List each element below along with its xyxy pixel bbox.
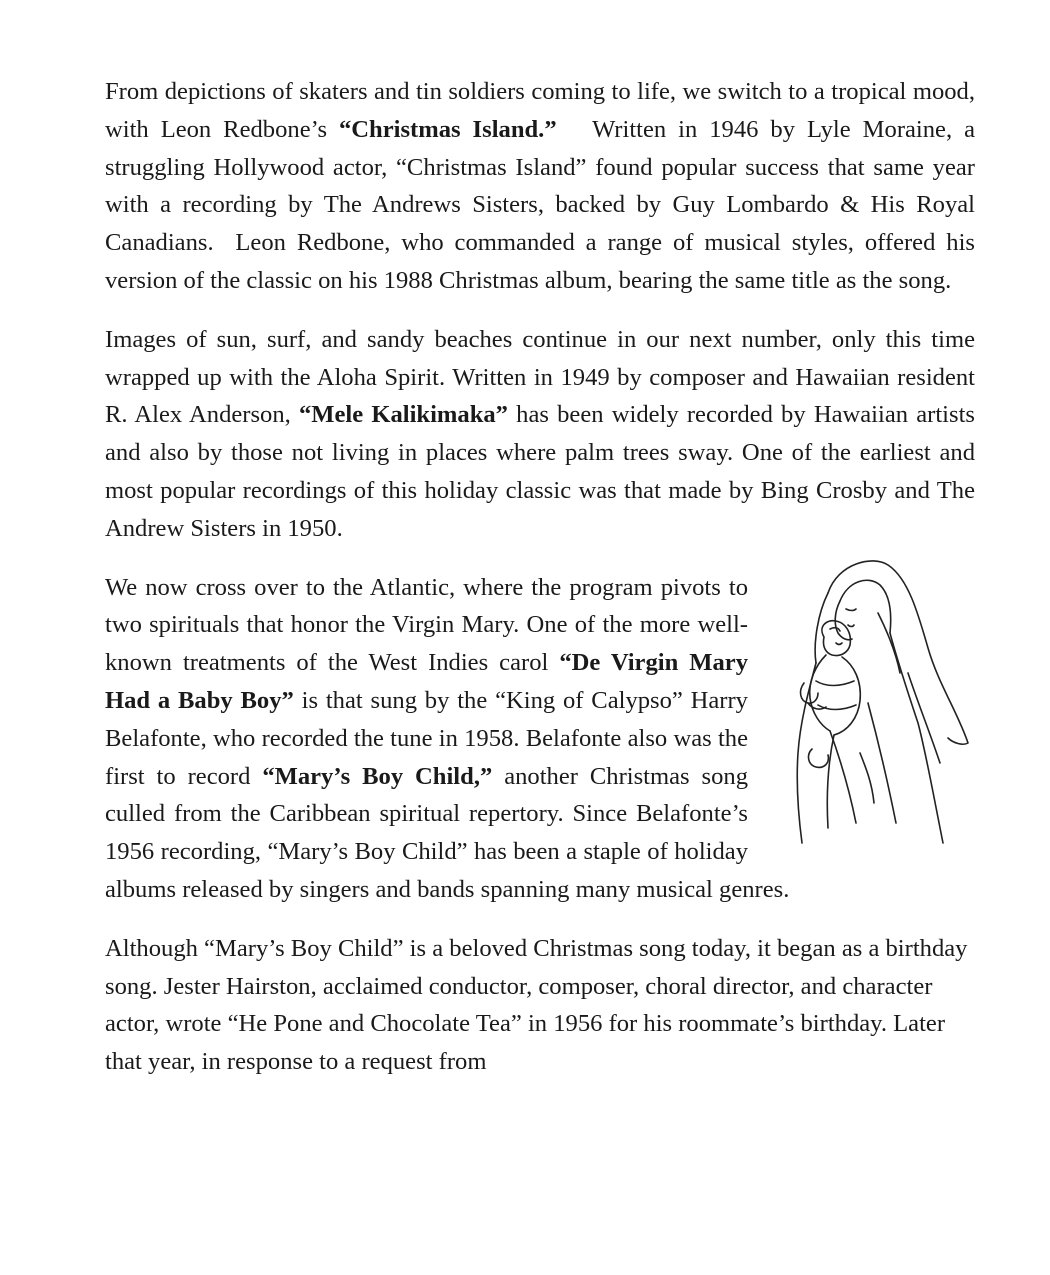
madonna-child-line-art	[768, 553, 983, 853]
document-page	[105, 73, 982, 1102]
paragraph-birthday-song	[105, 930, 975, 1081]
text-run: From depictions of skaters and tin soldiers coming to life, we switch to a tropical mood, with Leon Redbone’s	[105, 78, 975, 143]
paragraph-christmas-island	[105, 73, 982, 300]
song-title-marys-boy-child: “Mary’s Boy Child,”	[262, 762, 493, 790]
song-title-mele-kalikimaka: “Mele Kalikimaka”	[298, 401, 508, 429]
virgin-mary-illustration	[768, 553, 983, 853]
text-run: has been widely recorded by Hawaiian artists and also by those not living in places where palm trees sway. One of the earliest and most popular recordings of this holiday classic was that made by Bing Crosby and The Andrew Sisters in 1950.	[105, 401, 975, 542]
text-run: We now cross over to the Atlantic, where the program pivots to two spirituals that honor the Virgin Mary. One of the more well-known treatments of the West Indies carol	[105, 573, 748, 677]
song-title-de-virgin-mary: “De Virgin Mary Had a Baby Boy”	[105, 649, 749, 714]
text-run: is that sung by the “King of Calypso” Harry Belafonte, who recorded the tune in 1958. Belafonte also was the first to record	[105, 686, 748, 790]
text-run: Images of sun, surf, and sandy beaches continue in our next number, only this time wrapped up with the Aloha Spirit. Written in 1949 by composer and Hawaiian resident R. Alex Anderson,	[105, 325, 975, 429]
text-run: another Christmas song culled from the Caribbean spiritual repertory. Since Belafonte’s 1956 recording, “Mary’s Boy Child” has been a staple of holiday albums released by singers and bands spanning many musical genres.	[105, 762, 790, 903]
text-run: Written in 1946 by Lyle Moraine, a struggling Hollywood actor, “Christmas Island” found popular success that same year with a recording by The Andrews Sisters, backed by Guy Lombardo & His Royal Canadians. Leon Redbone, who commanded a range of musical styles, offered his version of the classic on his 1988 Christmas album, bearing the same title as the song.	[105, 115, 982, 294]
paragraph-mele-kalikimaka	[105, 321, 975, 548]
song-title-christmas-island: “Christmas Island.”	[338, 115, 557, 143]
text-run: Although “Mary’s Boy Child” is a beloved Christmas song today, it began as a birthday song. Jester Hairston, acclaimed conductor, composer, choral director, and character actor, wrote “He Pone and Chocolate Tea” in 1956 for his roommate’s birthday. Later that year, in response to a request from	[105, 934, 968, 1076]
